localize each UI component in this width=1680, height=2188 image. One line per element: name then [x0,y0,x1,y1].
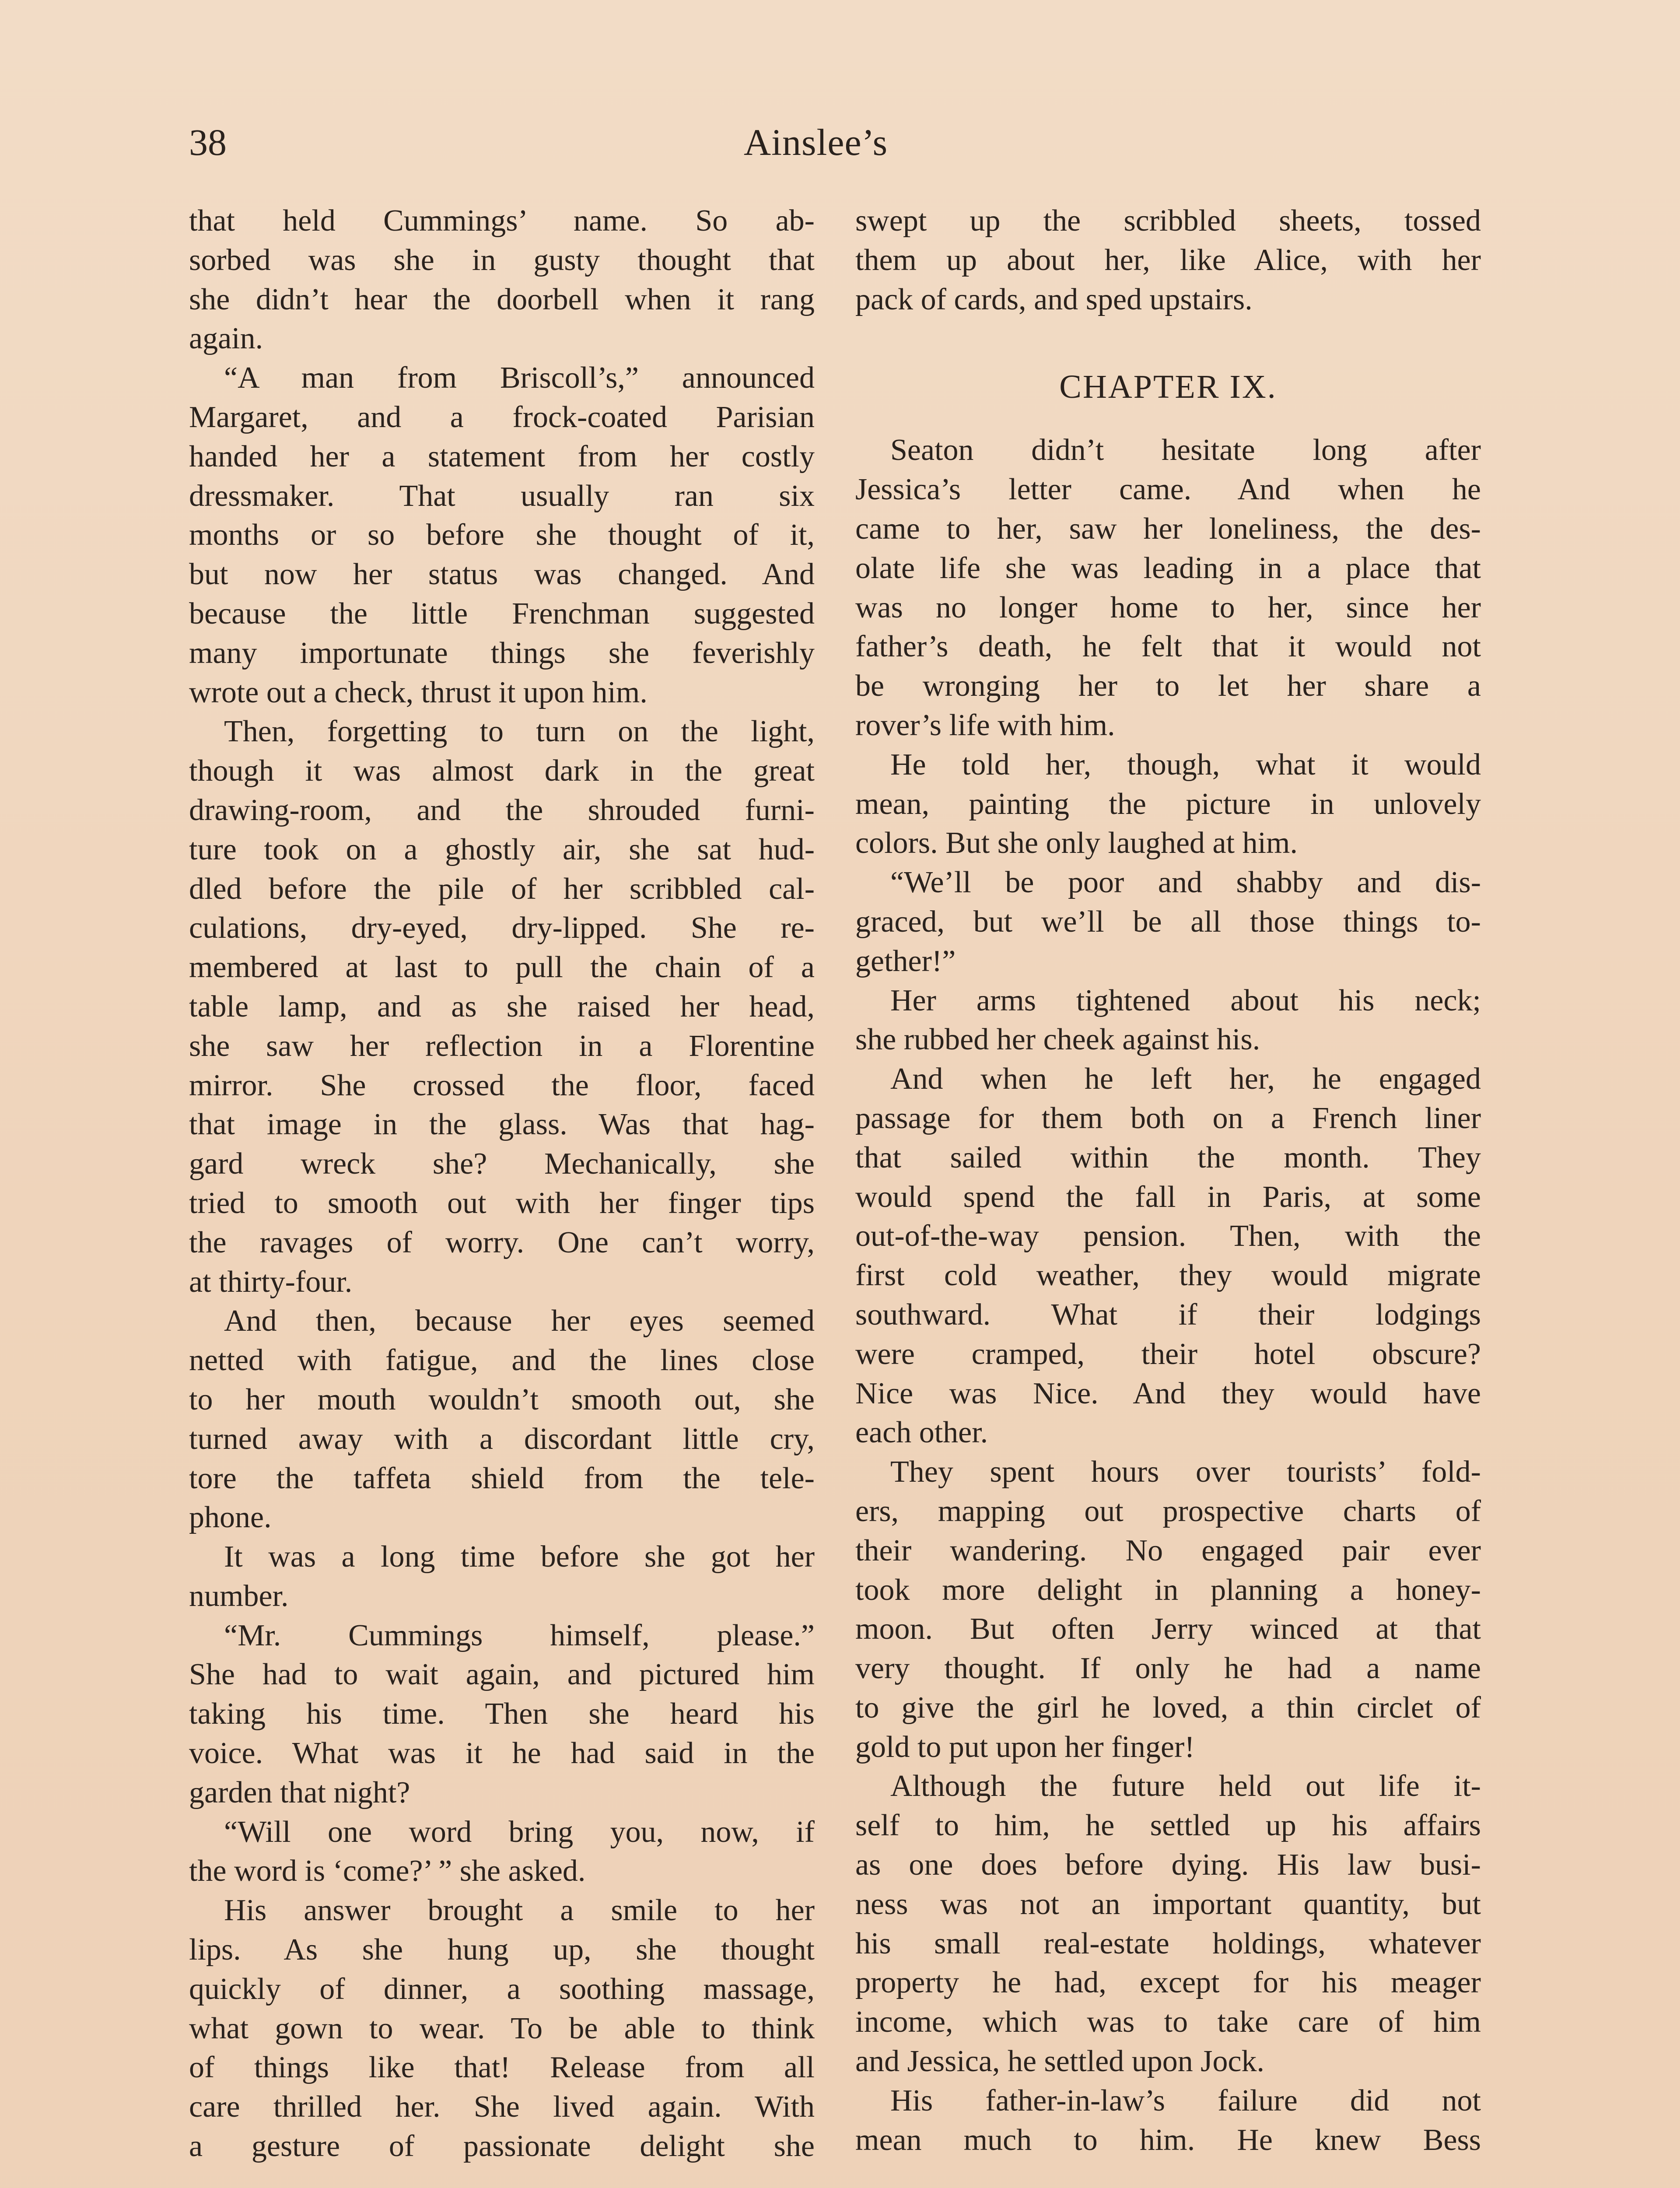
text-line: again. [189,322,263,356]
right-text-column [855,201,1481,2160]
text-line: that image in the glass. Was that hag- [189,1108,815,1142]
text-line: was no longer home to her, since her [855,590,1481,624]
text-line: because the little Frenchman suggested [189,596,815,631]
text-line: mean much to him. He knew Bess [855,2123,1481,2157]
text-line: Nice was Nice. And they would have [855,1376,1481,1410]
text-line: sorbed was she in gusty thought that [189,243,815,277]
text-line: table lamp, and as she raised her head, [189,989,815,1024]
text-line: many importunate things she feverishly [189,636,815,670]
text-line: though it was almost dark in the great [189,754,815,788]
text-line: what gown to wear. To be able to think [189,2011,815,2045]
text-line: care thrilled her. She lived again. With [189,2090,815,2124]
text-line: drawing-room, and the shrouded furni- [189,793,815,827]
text-line: their wandering. No engaged pair ever [855,1533,1481,1567]
text-line: very thought. If only he had a name [855,1652,1481,1686]
text-line: colors. But she only laughed at him. [855,826,1298,860]
text-line: It was a long time before she got her [224,1540,815,1574]
text-line: His answer brought a smile to her [224,1893,815,1928]
text-line: and Jessica, he settled upon Jock. [855,2044,1265,2079]
text-line: tried to smooth out with her finger tips [189,1186,815,1220]
text-line: olate life she was leading in a place that [855,551,1481,585]
text-line: at thirty-four. [189,1265,353,1299]
text-line: she rubbed her cheek against his. [855,1023,1260,1057]
text-line: them up about her, like Alice, with her [855,243,1481,277]
text-line: graced, but we’ll be all those things to- [855,905,1481,939]
text-line: property he had, except for his meager [855,1966,1481,2000]
text-line: membered at last to pull the chain of a [189,950,815,985]
text-line: took more delight in planning a honey- [855,1573,1481,1607]
text-line: months or so before she thought of it, [189,518,815,552]
text-line: were cramped, their hotel obscure? [855,1337,1481,1371]
text-line: taking his time. Then she heard his [189,1697,815,1731]
text-line: “We’ll be poor and shabby and dis- [890,866,1481,900]
text-line: And when he left her, he engaged [890,1062,1481,1096]
text-line: ness was not an important quantity, but [855,1887,1481,1921]
text-line: each other. [855,1416,988,1450]
text-line: the word is ‘come?’ ” she asked. [189,1854,586,1888]
text-line: mean, painting the picture in unlovely [855,787,1481,821]
running-head: Ainslee’s [744,121,888,163]
text-line: as one does before dying. His law busi- [855,1848,1481,1882]
left-text-column [189,201,815,2166]
right-column-chapter-text [855,431,1481,2160]
text-line: “Mr. Cummings himself, please.” [224,1618,815,1652]
text-line: Seaton didn’t hesitate long after [890,433,1481,467]
text-line: Then, forgetting to turn on the light, [224,715,815,749]
text-line: He told her, though, what it would [890,747,1481,782]
text-line: They spent hours over tourists’ fold- [890,1455,1481,1489]
text-line: voice. What was it he had said in the [189,1736,815,1771]
text-line: to her mouth wouldn’t smooth out, she [189,1382,815,1417]
text-line: And then, because her eyes seemed [224,1304,815,1338]
text-line: Margaret, and a frock-coated Parisian [189,400,815,434]
text-line: but now her status was changed. And [189,558,815,592]
text-line: Although the future held out life it- [890,1769,1481,1803]
text-line: rover’s life with him. [855,708,1115,742]
text-line: handed her a statement from her costly [189,439,815,473]
text-line: swept up the scribbled sheets, tossed [855,204,1481,238]
right-column-opening-text [855,201,1481,319]
text-line: his small real-estate holdings, whatever [855,1926,1481,1960]
text-line: the ravages of worry. One can’t worry, [189,1225,815,1259]
text-line: tore the taffeta shield from the tele- [189,1461,815,1495]
text-line: quickly of dinner, a soothing massage, [189,1972,815,2006]
text-line: out-of-the-way pension. Then, with the [855,1219,1481,1253]
chapter-heading: CHAPTER IX. [1059,368,1277,406]
text-line: garden that night? [189,1775,410,1809]
text-line: to give the girl he loved, a thin circlet of [855,1690,1481,1725]
page-number: 38 [189,121,227,163]
text-line: gether!” [855,944,956,978]
text-line: a gesture of passionate delight she [189,2129,815,2163]
text-line: lips. As she hung up, she thought [189,1933,815,1967]
text-line: father’s death, he felt that it would not [855,630,1481,664]
text-line: income, which was to take care of him [855,2005,1481,2039]
text-line: mirror. She crossed the floor, faced [189,1068,815,1102]
text-line: first cold weather, they would migrate [855,1259,1481,1293]
text-line: of things like that! Release from all [189,2051,815,2085]
text-line: passage for them both on a French liner [855,1101,1481,1135]
text-line: culations, dry-eyed, dry-lipped. She re- [189,911,815,945]
text-line: ers, mapping out prospective charts of [855,1494,1481,1528]
text-line: turned away with a discordant little cry, [189,1422,815,1456]
text-line: that sailed within the month. They [855,1140,1481,1175]
text-line: ture took on a ghostly air, she sat hud- [189,832,815,866]
text-line: she didn’t hear the doorbell when it rang [189,282,815,316]
text-line: number. [189,1579,289,1613]
text-line: moon. But often Jerry winced at that [855,1612,1481,1646]
text-line: She had to wait again, and pictured him [189,1658,815,1692]
text-line: dressmaker. That usually ran six [189,479,815,513]
text-line: self to him, he settled up his affairs [855,1809,1481,1843]
text-line: dled before the pile of her scribbled cal- [189,872,815,906]
text-line: netted with fatigue, and the lines close [189,1343,815,1378]
text-line: be wronging her to let her share a [855,669,1481,703]
text-line: gard wreck she? Mechanically, she [189,1147,815,1181]
text-line: phone. [189,1501,272,1535]
text-line: Jessica’s letter came. And when he [855,473,1481,507]
text-line: “A man from Briscoll’s,” announced [224,361,815,395]
text-line: pack of cards, and sped upstairs. [855,282,1253,316]
text-line: wrote out a check, thrust it upon him. [189,675,648,709]
text-line: Her arms tightened about his neck; [890,983,1481,1017]
page-header [0,118,1680,166]
text-line: she saw her reflection in a Florentine [189,1029,815,1063]
text-line: southward. What if their lodgings [855,1297,1481,1332]
text-line: that held Cummings’ name. So ab- [189,204,815,238]
text-line: would spend the fall in Paris, at some [855,1180,1481,1214]
text-line: gold to put upon her finger! [855,1730,1195,1764]
text-line: came to her, saw her loneliness, the des- [855,512,1481,546]
text-line: “Will one word bring you, now, if [224,1815,815,1849]
text-line: His father-in-law’s failure did not [890,2083,1481,2118]
